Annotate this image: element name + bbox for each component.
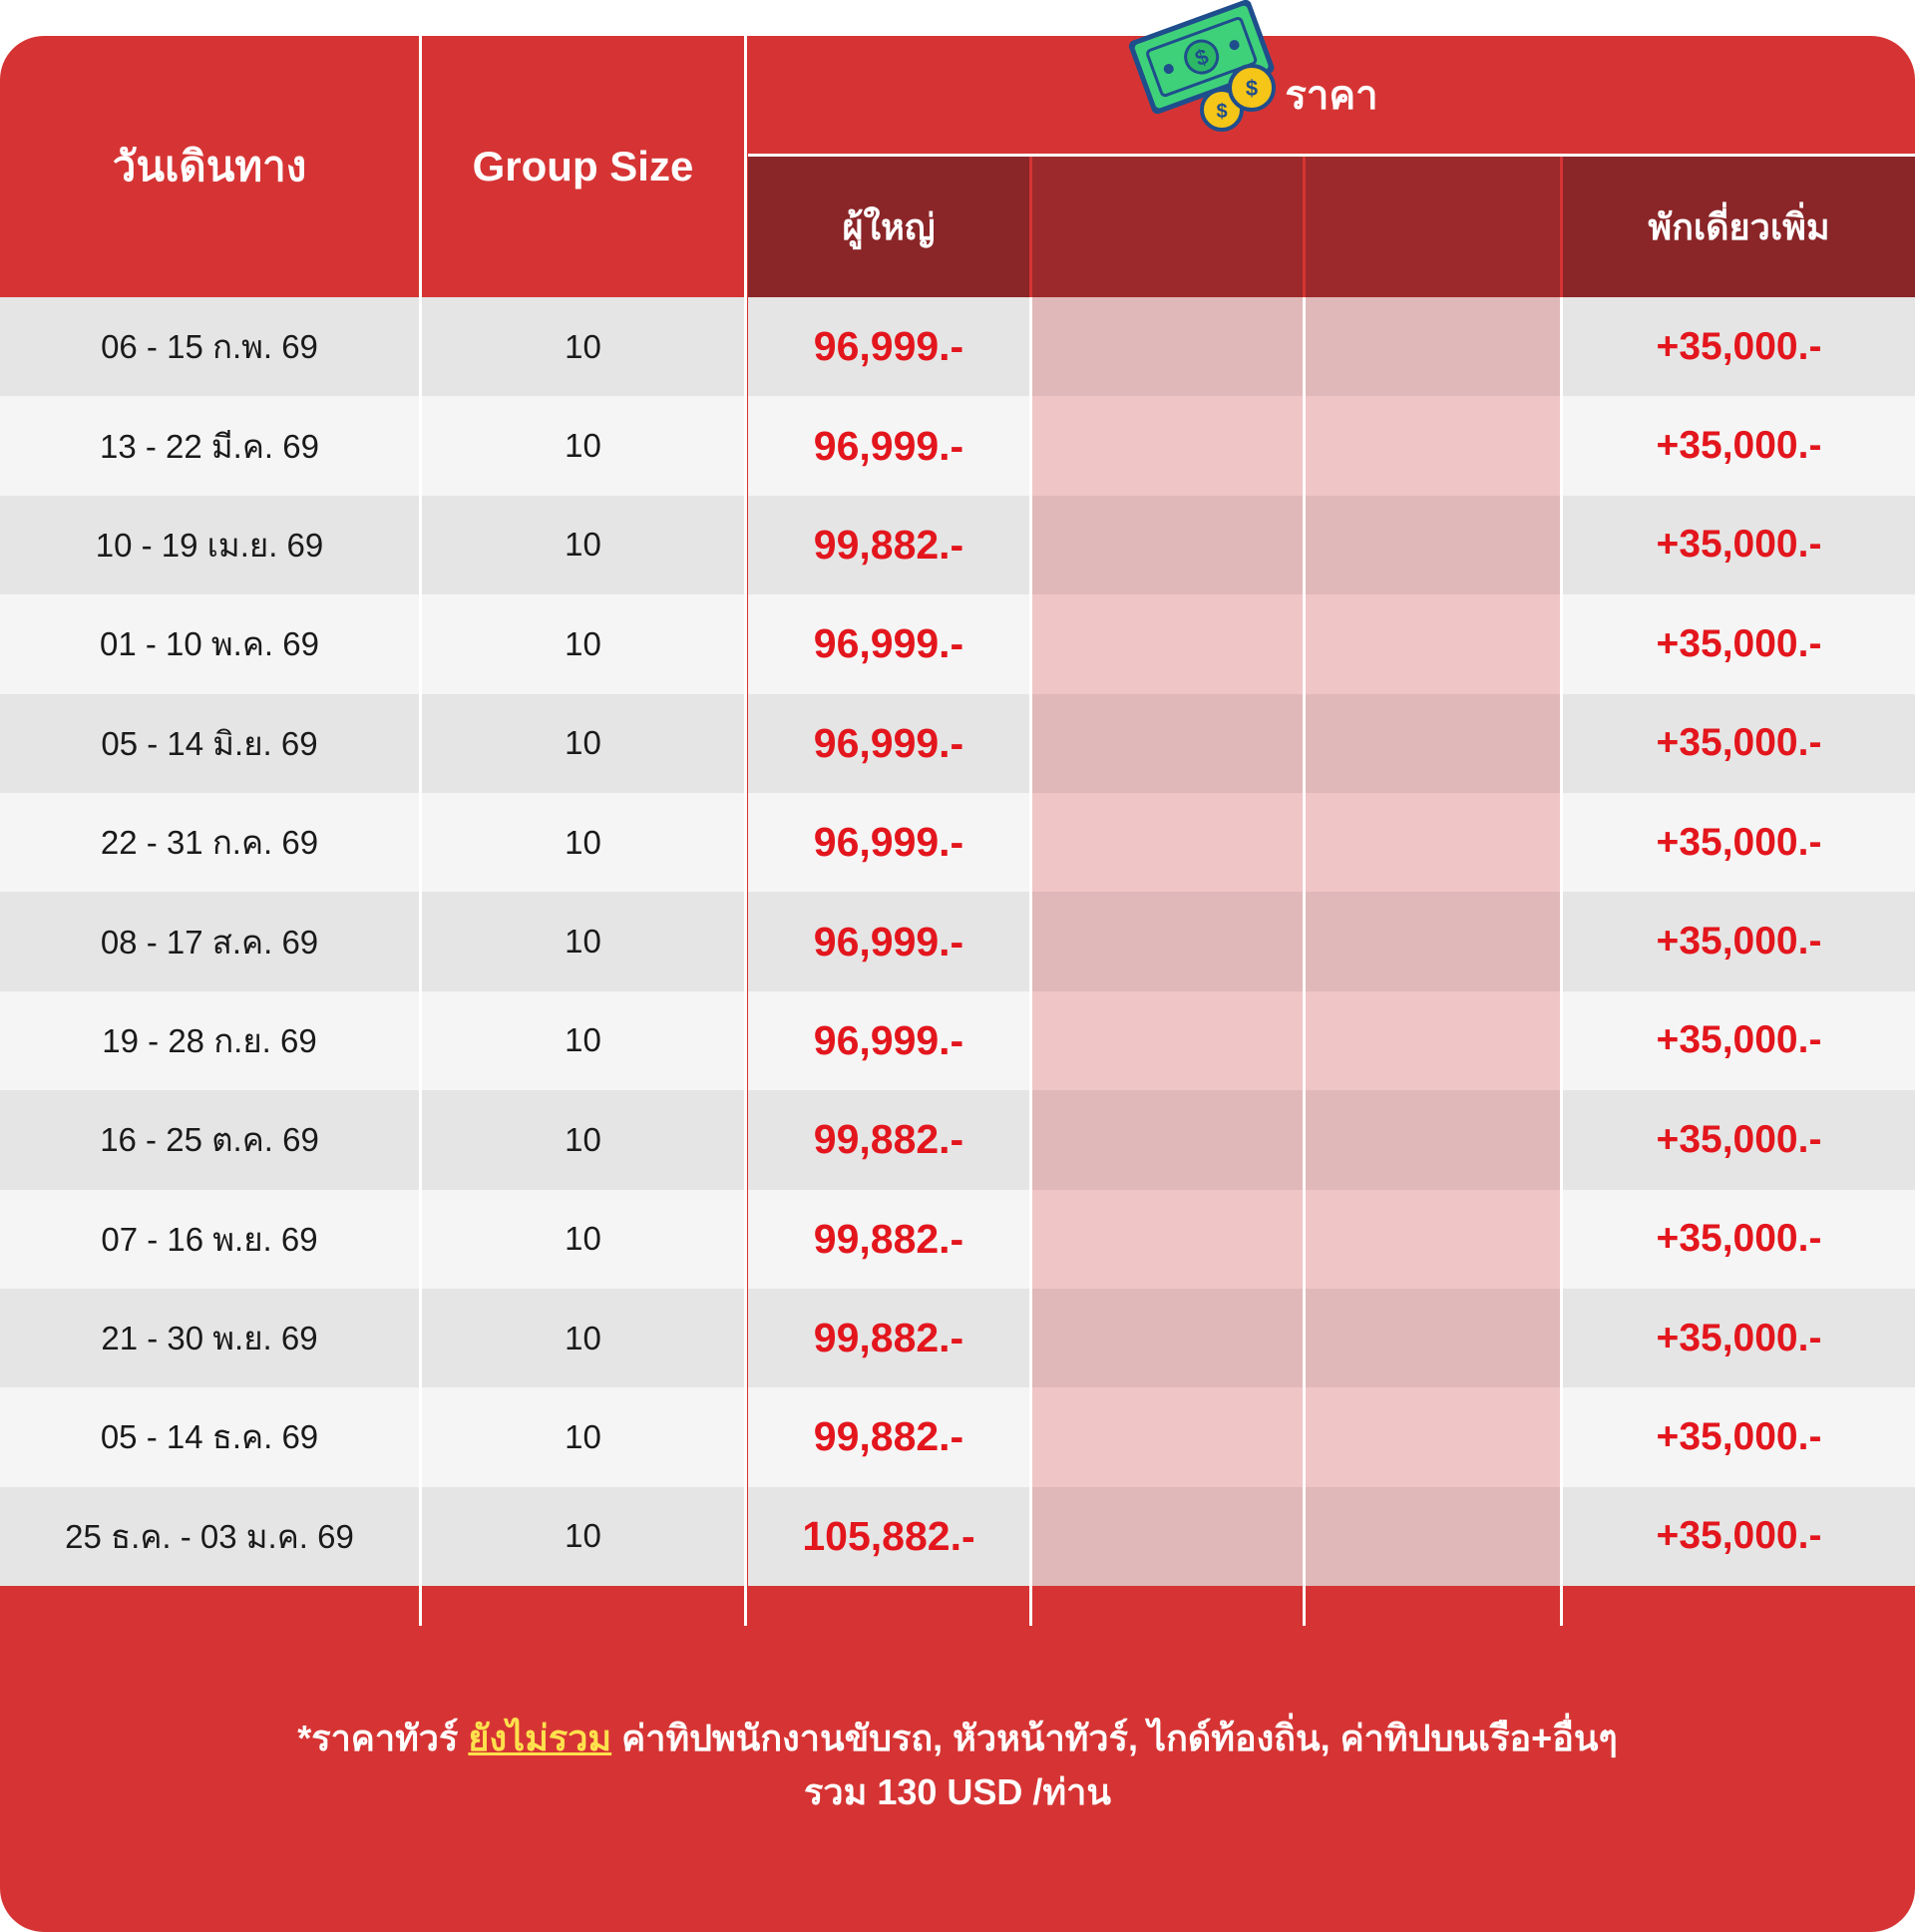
date-cell: 05 - 14 ธ.ค. 69 [0,1387,419,1486]
table-row [0,1387,1915,1486]
single-supplement-cell: +35,000.- [1563,694,1915,793]
single-supplement-cell: +35,000.- [1563,1090,1915,1189]
column-divider [419,297,422,1626]
date-cell: 07 - 16 พ.ย. 69 [0,1190,419,1289]
adult-price-cell: 99,882.- [748,496,1029,594]
empty-price-cell [1032,694,1303,793]
table-row [0,594,1915,693]
empty-price-cell [1032,793,1303,892]
empty-price-cell [1032,297,1303,396]
column-divider [1560,297,1563,1626]
empty-price-cell [1032,396,1303,495]
adult-price-cell: 96,999.- [748,892,1029,990]
price-table-body [0,297,1915,1586]
single-supplement-cell: +35,000.- [1563,892,1915,990]
empty-price-cell [1306,396,1560,495]
header-empty-column-1 [1032,157,1303,297]
date-cell: 19 - 28 ก.ย. 69 [0,991,419,1090]
column-divider [744,297,747,1626]
table-row [0,1190,1915,1289]
svg-text:$: $ [1245,76,1259,101]
group-size-cell: 10 [422,793,744,892]
adult-price-cell: 96,999.- [748,594,1029,693]
empty-price-cell [1306,496,1560,594]
adult-price-cell: 99,882.- [748,1289,1029,1387]
header-price: ราคา [1285,74,1378,118]
empty-price-cell [1306,694,1560,793]
adult-price-cell: 96,999.- [748,297,1029,396]
empty-price-cell [1306,1387,1560,1486]
group-size-cell: 10 [422,396,744,495]
empty-price-cell [1306,1289,1560,1387]
footer-note [0,1712,1915,1819]
single-supplement-cell: +35,000.- [1563,1289,1915,1387]
column-divider [1029,297,1032,1626]
empty-price-cell [1032,594,1303,693]
date-cell: 16 - 25 ต.ค. 69 [0,1090,419,1189]
empty-price-cell [1306,1487,1560,1586]
table-row [0,1090,1915,1189]
header-divider [744,36,747,297]
adult-price-cell: 99,882.- [748,1387,1029,1486]
group-size-cell: 10 [422,991,744,1090]
single-supplement-cell: +35,000.- [1563,793,1915,892]
adult-price-cell: 96,999.- [748,694,1029,793]
date-cell: 05 - 14 มิ.ย. 69 [0,694,419,793]
date-cell: 06 - 15 ก.พ. 69 [0,297,419,396]
empty-price-cell [1032,1090,1303,1189]
group-size-cell: 10 [422,1387,744,1486]
group-size-cell: 10 [422,1289,744,1387]
date-cell: 22 - 31 ก.ค. 69 [0,793,419,892]
empty-price-cell [1032,1190,1303,1289]
empty-price-cell [1032,1289,1303,1387]
date-cell: 10 - 19 เม.ย. 69 [0,496,419,594]
adult-price-cell: 99,882.- [748,1190,1029,1289]
date-cell: 01 - 10 พ.ค. 69 [0,594,419,693]
table-row [0,496,1915,594]
svg-text:$: $ [1191,43,1212,72]
table-row [0,1289,1915,1387]
date-cell: 13 - 22 มี.ค. 69 [0,396,419,495]
header-adult: ผู้ใหญ่ [748,157,1029,297]
money-icon [1122,0,1292,138]
adult-price-cell: 96,999.- [748,991,1029,1090]
table-row [0,793,1915,892]
date-cell: 21 - 30 พ.ย. 69 [0,1289,419,1387]
footer-rest: ค่าทิปพนักงานขับรถ, หัวหน้าทัวร์, ไกด์ท้องถิ่น, ค่าทิปบนเรือ+อื่นๆ [611,1718,1618,1758]
price-table-card [0,36,1915,1932]
adult-price-cell: 99,882.- [748,1090,1029,1189]
empty-price-cell [1306,793,1560,892]
group-size-cell: 10 [422,694,744,793]
group-size-cell: 10 [422,297,744,396]
empty-price-cell [1306,297,1560,396]
empty-price-cell [1306,1190,1560,1289]
adult-price-cell: 105,882.- [748,1487,1029,1586]
group-size-cell: 10 [422,594,744,693]
empty-price-cell [1306,594,1560,693]
empty-price-cell [1032,1387,1303,1486]
single-supplement-cell: +35,000.- [1563,396,1915,495]
svg-text:$: $ [1216,101,1228,123]
header-travel-date: วันเดินทาง [112,143,307,190]
table-row [0,892,1915,990]
date-cell: 25 ธ.ค. - 03 ม.ค. 69 [0,1487,419,1586]
header-group-size: Group Size [472,143,694,190]
single-supplement-cell: +35,000.- [1563,991,1915,1090]
single-supplement-cell: +35,000.- [1563,297,1915,396]
footer-line-1 [0,1712,1915,1765]
group-size-cell: 10 [422,1487,744,1586]
single-supplement-cell: +35,000.- [1563,1387,1915,1486]
adult-price-cell: 96,999.- [748,396,1029,495]
column-divider [1303,297,1306,1626]
table-row [0,1487,1915,1586]
empty-price-cell [1306,991,1560,1090]
footer-prefix: *ราคาทัวร์ [297,1718,469,1758]
footer-line-2: รวม 130 USD /ท่าน [804,1771,1111,1812]
single-supplement-cell: +35,000.- [1563,1487,1915,1586]
empty-price-cell [1032,1487,1303,1586]
adult-price-cell: 96,999.- [748,793,1029,892]
single-supplement-cell: +35,000.- [1563,496,1915,594]
empty-price-cell [1306,1090,1560,1189]
table-row [0,991,1915,1090]
group-size-cell: 10 [422,1090,744,1189]
group-size-cell: 10 [422,892,744,990]
group-size-cell: 10 [422,1190,744,1289]
empty-price-cell [1306,892,1560,990]
single-supplement-cell: +35,000.- [1563,1190,1915,1289]
header-empty-column-2 [1306,157,1560,297]
table-row [0,297,1915,396]
single-supplement-cell: +35,000.- [1563,594,1915,693]
header-single-supplement: พักเดี่ยวเพิ่ม [1563,157,1915,297]
table-row [0,396,1915,495]
empty-price-cell [1032,892,1303,990]
table-row [0,694,1915,793]
footer-highlight: ยังไม่รวม [468,1718,612,1758]
empty-price-cell [1032,991,1303,1090]
empty-price-cell [1032,496,1303,594]
date-cell: 08 - 17 ส.ค. 69 [0,892,419,990]
group-size-cell: 10 [422,496,744,594]
